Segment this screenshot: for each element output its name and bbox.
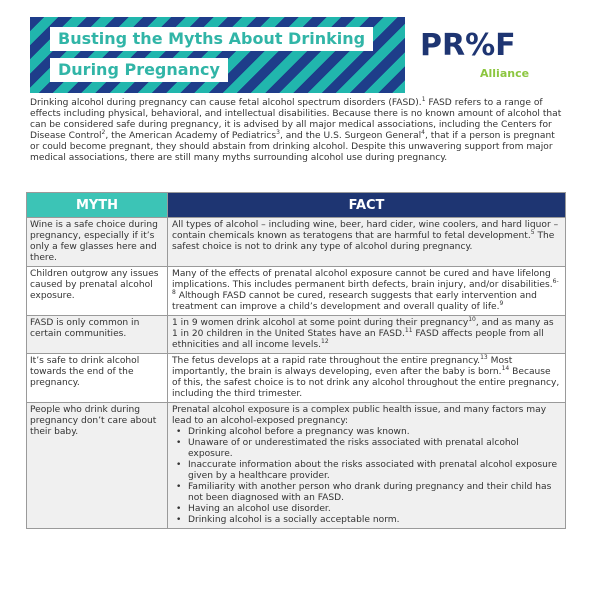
page-title-line-2: During Pregnancy (50, 58, 228, 82)
intro-text: FASD refers to a range of effects including physical, behavioral, and intellectual disabilities. Because there is no known amount of alcohol that can be considered safe during pregnancy, it is advised by all major medical associations, including the Centers for Disease Control (30, 98, 562, 141)
intro-paragraph (30, 95, 564, 164)
citation-ref: 11 (404, 326, 413, 334)
fact-text: The fetus develops at a rapid rate throughout the entire pregnancy. (172, 356, 481, 366)
list-item: • Familiarity with another person who drank during pregnancy and their child has not been diagnosed with an FASD. (188, 482, 562, 504)
myth-cell: Wine is a safe choice during pregnancy, especially if it’s only a few glasses here and there. (27, 218, 168, 267)
fact-text: Prenatal alcohol exposure is a complex public health issue, and many factors may lead to an alcohol-exposed pregnancy: (172, 405, 547, 426)
citation-ref: 12 (321, 337, 329, 345)
intro-text: , and the U.S. Surgeon General (279, 131, 422, 141)
myth-cell: FASD is only common in certain communities. (27, 316, 168, 354)
page-title-line-1: Busting the Myths About Drinking (50, 27, 373, 51)
factor-list (172, 427, 562, 526)
fact-cell (168, 403, 566, 529)
title-banner (30, 17, 405, 93)
fact-cell (168, 354, 566, 403)
logo-wordmark: PR%F (420, 28, 516, 63)
logo-subtext: Alliance (480, 67, 530, 80)
citation-ref: 4 (421, 128, 425, 136)
table-row (27, 218, 566, 267)
myth-column-header: MYTH (27, 193, 168, 218)
table-row (27, 316, 566, 354)
fact-cell (168, 267, 566, 316)
myth-cell: Children outgrow any issues caused by prenatal alcohol exposure. (27, 267, 168, 316)
list-item: • Inaccurate information about the risks associated with prenatal alcohol exposure given by a healthcare provider. (188, 460, 562, 482)
citation-ref: 6-8 (172, 277, 559, 296)
fact-text: , and as many as 1 in 20 children in the United States have an FASD. (172, 318, 554, 339)
fact-cell (168, 316, 566, 354)
intro-text: , that if a person is pregnant or could become pregnant, they should abstain from drinking alcohol. Despite this unwavering support from major medical associations, there are still many myths surrounding alcohol use during pregnancy. (30, 131, 555, 163)
table-row (27, 354, 566, 403)
table-header-row (27, 193, 566, 218)
proof-alliance-logo (414, 24, 564, 90)
citation-ref: 2 (101, 128, 106, 136)
fact-text: Although FASD cannot be cured, research suggests that early intervention and treatment can improve a child’s development and overall quality of life. (172, 291, 537, 312)
fact-text: Because of this, the safest choice is to not drink any alcohol throughout the entire pregnancy, including the third trimester. (172, 367, 560, 399)
list-item: • Having an alcohol use disorder. (188, 504, 562, 515)
list-item: • Unaware of or underestimated the risks associated with prenatal alcohol exposure. (188, 438, 562, 460)
fact-text: The safest choice is not to drink any type of alcohol during pregnancy. (172, 231, 555, 252)
fact-text: All types of alcohol – including wine, beer, hard cider, wine coolers, and hard liquor – contain chemicals known as teratogens that are harmful to fetal development. (172, 220, 559, 241)
citation-ref: 10 (468, 315, 476, 323)
fact-text: 1 in 9 women drink alcohol at some point during their pregnancy (172, 318, 469, 328)
citation-ref: 9 (499, 299, 504, 307)
fact-text: Most importantly, the brain is always developing, even after the baby is born. (172, 356, 513, 377)
citation-ref: 3 (276, 128, 280, 136)
intro-text: Drinking alcohol during pregnancy can cause fetal alcohol spectrum disorders (FASD). (30, 98, 422, 108)
citation-ref: 5 (530, 228, 535, 236)
citation-ref: 1 (421, 95, 426, 103)
intro-text: , the American Academy of Pediatrics (105, 131, 277, 141)
fact-text: Many of the effects of prenatal alcohol exposure cannot be cured and have lifelong implications. This includes permanent birth defects, brain injury, and/or disabilities. (172, 269, 553, 290)
citation-ref: 14 (501, 364, 510, 372)
list-item: • Drinking alcohol is a socially acceptable norm. (188, 515, 562, 526)
myth-fact-table (26, 192, 566, 529)
myth-cell: It’s safe to drink alcohol towards the end of the pregnancy. (27, 354, 168, 403)
myth-cell: People who drink during pregnancy don’t care about their baby. (27, 403, 168, 529)
fact-column-header: FACT (168, 193, 566, 218)
table-row (27, 267, 566, 316)
list-item: • Drinking alcohol before a pregnancy was known. (188, 427, 562, 438)
citation-ref: 13 (480, 353, 488, 361)
fact-cell (168, 218, 566, 267)
fact-text: FASD affects people from all ethnicities and all income levels. (172, 329, 544, 350)
table-row (27, 403, 566, 529)
